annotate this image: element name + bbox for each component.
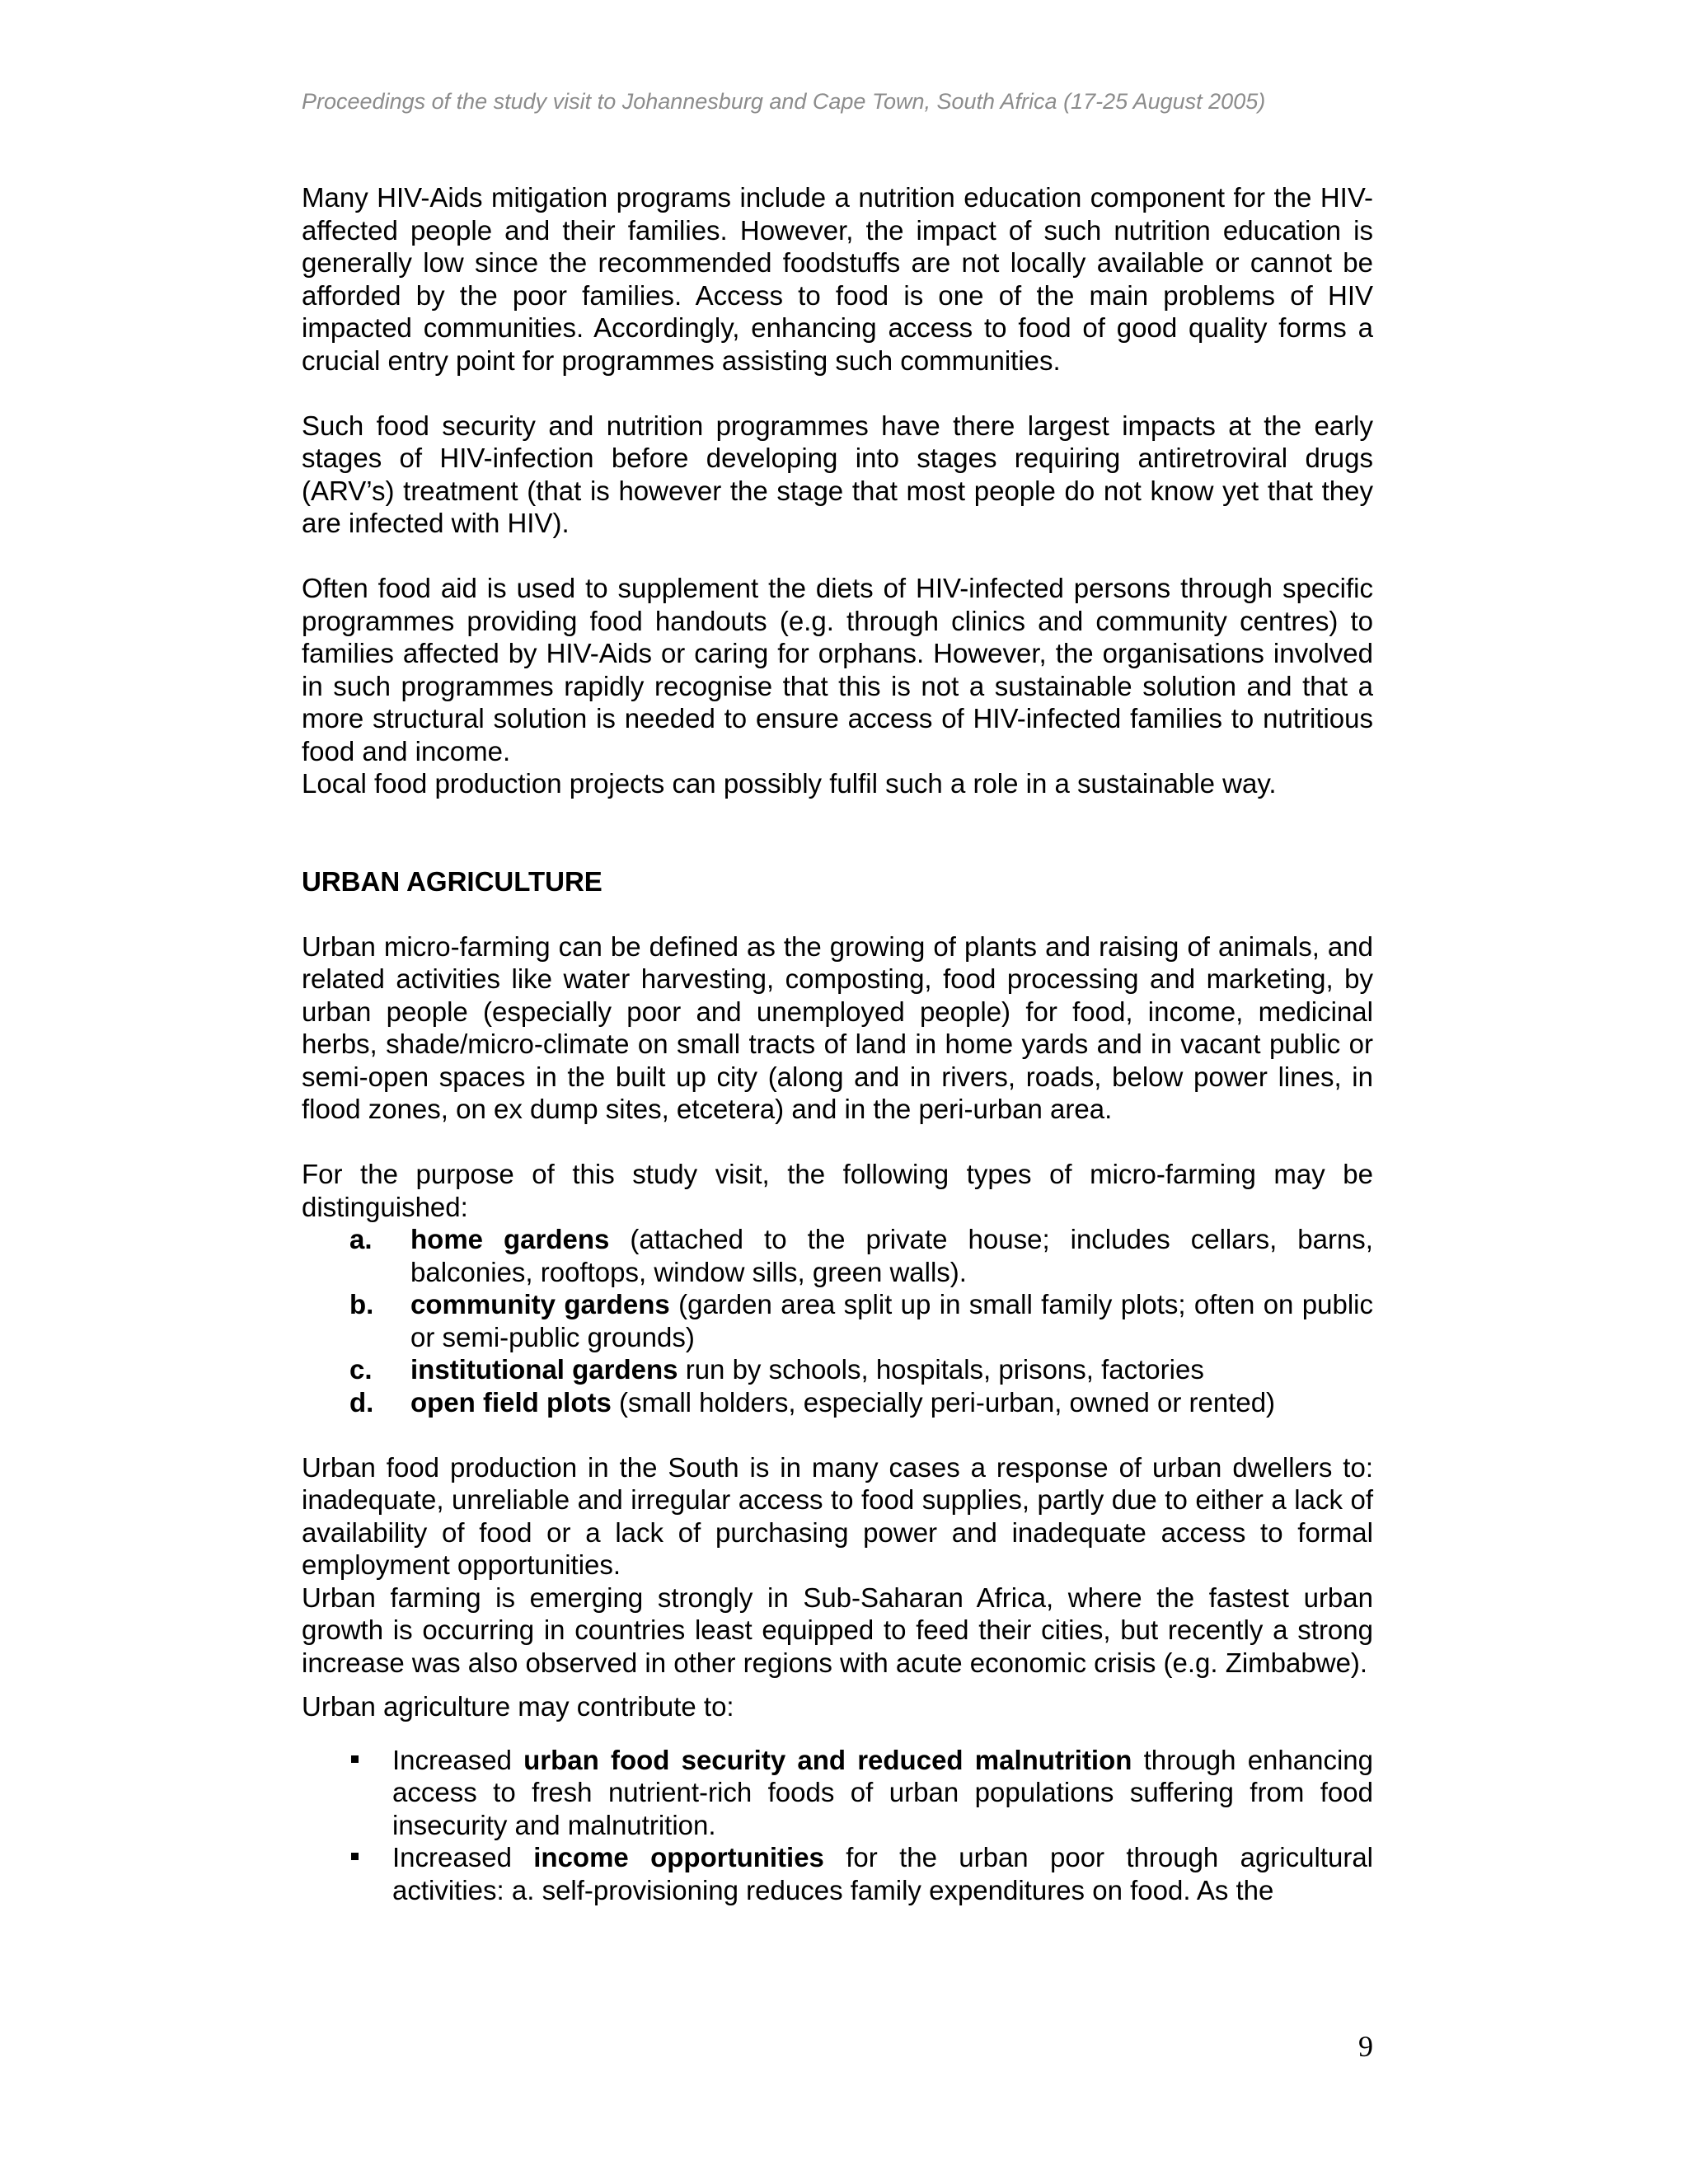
bullet-icon bbox=[351, 1853, 359, 1860]
list-item bbox=[302, 1288, 1373, 1353]
list-term: community gardens bbox=[410, 1289, 670, 1319]
list-marker: d. bbox=[349, 1386, 374, 1418]
list-text: (attached to the private house; includes cellars, barns, balconies, rooftops, window sills, green walls). bbox=[410, 1224, 1373, 1287]
section-heading: URBAN AGRICULTURE bbox=[302, 865, 603, 897]
list-term: urban food security and reduced malnutrition bbox=[523, 1744, 1132, 1775]
paragraph-types-intro: For the purpose of this study visit, the following types of micro-farming may be distinguished: bbox=[302, 1159, 1373, 1222]
contributions-list bbox=[302, 1744, 1373, 1907]
list-text: (garden area split up in small family plots; often on public or semi-public grounds) bbox=[410, 1289, 1373, 1352]
list-item bbox=[302, 1353, 1373, 1386]
paragraph-urban-food-production: Urban food production in the South is in many cases a response of urban dwellers to: inadequate, unreliable and irregular access to food supplies, partly due to either a lack of availability of food or a lack of purchasing power and inadequate access to formal employment opportunities. bbox=[302, 1451, 1373, 1580]
bullet-icon bbox=[351, 1755, 359, 1763]
list-term: open field plots bbox=[410, 1386, 612, 1418]
paragraph-urban-farming-africa: Urban farming is emerging strongly in Sub-Saharan Africa, where the fastest urban growth is occurring in countries least equipped to feed their cities, but recently a strong increase was also observed in other regions with acute economic crisis (e.g. Zimbabwe). bbox=[302, 1582, 1373, 1678]
paragraph-micro-farming-definition: Urban micro-farming can be defined as the growing of plants and raising of animals, and related activities like water harvesting, composting, food processing and marketing, by urban people (especially poor and unemployed people) for food, income, medicinal herbs, shade/micro-climate on small tracts of land in home yards and in vacant public or semi-open spaces in the built up city (along and in rivers, roads, below power lines, in flood zones, on ex dump sites, etcetera) and in the peri-urban area. bbox=[302, 930, 1373, 1124]
paragraph-food-aid: Often food aid is used to supplement the diets of HIV-infected persons through specific programmes providing food handouts (e.g. through clinics and community centres) to families affected by HIV-Aids or caring for orphans. However, the organisations involved in such programmes rapidly recognise that this is not a sustainable solution and that a more structural solution is needed to ensure access of HIV-infected families to nutritious food and income. bbox=[302, 573, 1373, 766]
page-content bbox=[302, 181, 1373, 1906]
list-item bbox=[302, 1744, 1373, 1842]
list-text: through enhancing access to fresh nutrient-rich foods of urban populations suffering from food insecurity and malnutrition. bbox=[392, 1744, 1373, 1840]
paragraph-contributions-intro: Urban agriculture may contribute to: bbox=[302, 1691, 734, 1722]
list-item bbox=[302, 1386, 1373, 1419]
list-term: income opportunities bbox=[533, 1842, 824, 1872]
running-header: Proceedings of the study visit to Johannesburg and Cape Town, South Africa (17-25 August 2005) bbox=[302, 89, 1266, 114]
list-item bbox=[302, 1223, 1373, 1288]
list-text: Increased bbox=[392, 1744, 524, 1775]
list-marker: b. bbox=[349, 1289, 374, 1319]
list-text: run by schools, hospitals, prisons, factories bbox=[678, 1354, 1204, 1385]
list-text: (small holders, especially peri-urban, owned or rented) bbox=[611, 1386, 1276, 1418]
list-term: institutional gardens bbox=[410, 1354, 678, 1385]
list-marker: c. bbox=[349, 1354, 373, 1385]
paragraph-food-security-programmes: Such food security and nutrition programmes have there largest impacts at the early stages of HIV-infection before developing into stages requiring antiretroviral drugs (ARV’s) treatment (that is however the stage that most people do not know yet that they are infected with HIV). bbox=[302, 410, 1373, 538]
list-text: for the urban poor through agricultural activities: a. self-provisioning reduces family expenditures on food. As the bbox=[392, 1842, 1373, 1905]
list-item bbox=[302, 1841, 1373, 1906]
page-number: 9 bbox=[1358, 2030, 1373, 2063]
micro-farming-types-list bbox=[302, 1223, 1373, 1418]
paragraph-nutrition-education: Many HIV-Aids mitigation programs include a nutrition education component for the HIV-affected people and their families. However, the impact of such nutrition education is generally low since the recommended foodstuffs are not locally available or cannot be afforded by the poor families. Access to food is one of the main problems of HIV impacted communities. Accordingly, enhancing access to food of good quality forms a crucial entry point for programmes assisting such communities. bbox=[302, 182, 1373, 376]
list-marker: a. bbox=[349, 1224, 373, 1254]
paragraph-local-food-production: Local food production projects can possibly fulfil such a role in a sustainable way. bbox=[302, 768, 1277, 799]
list-text: Increased bbox=[392, 1842, 534, 1872]
list-term: home gardens bbox=[410, 1224, 610, 1254]
